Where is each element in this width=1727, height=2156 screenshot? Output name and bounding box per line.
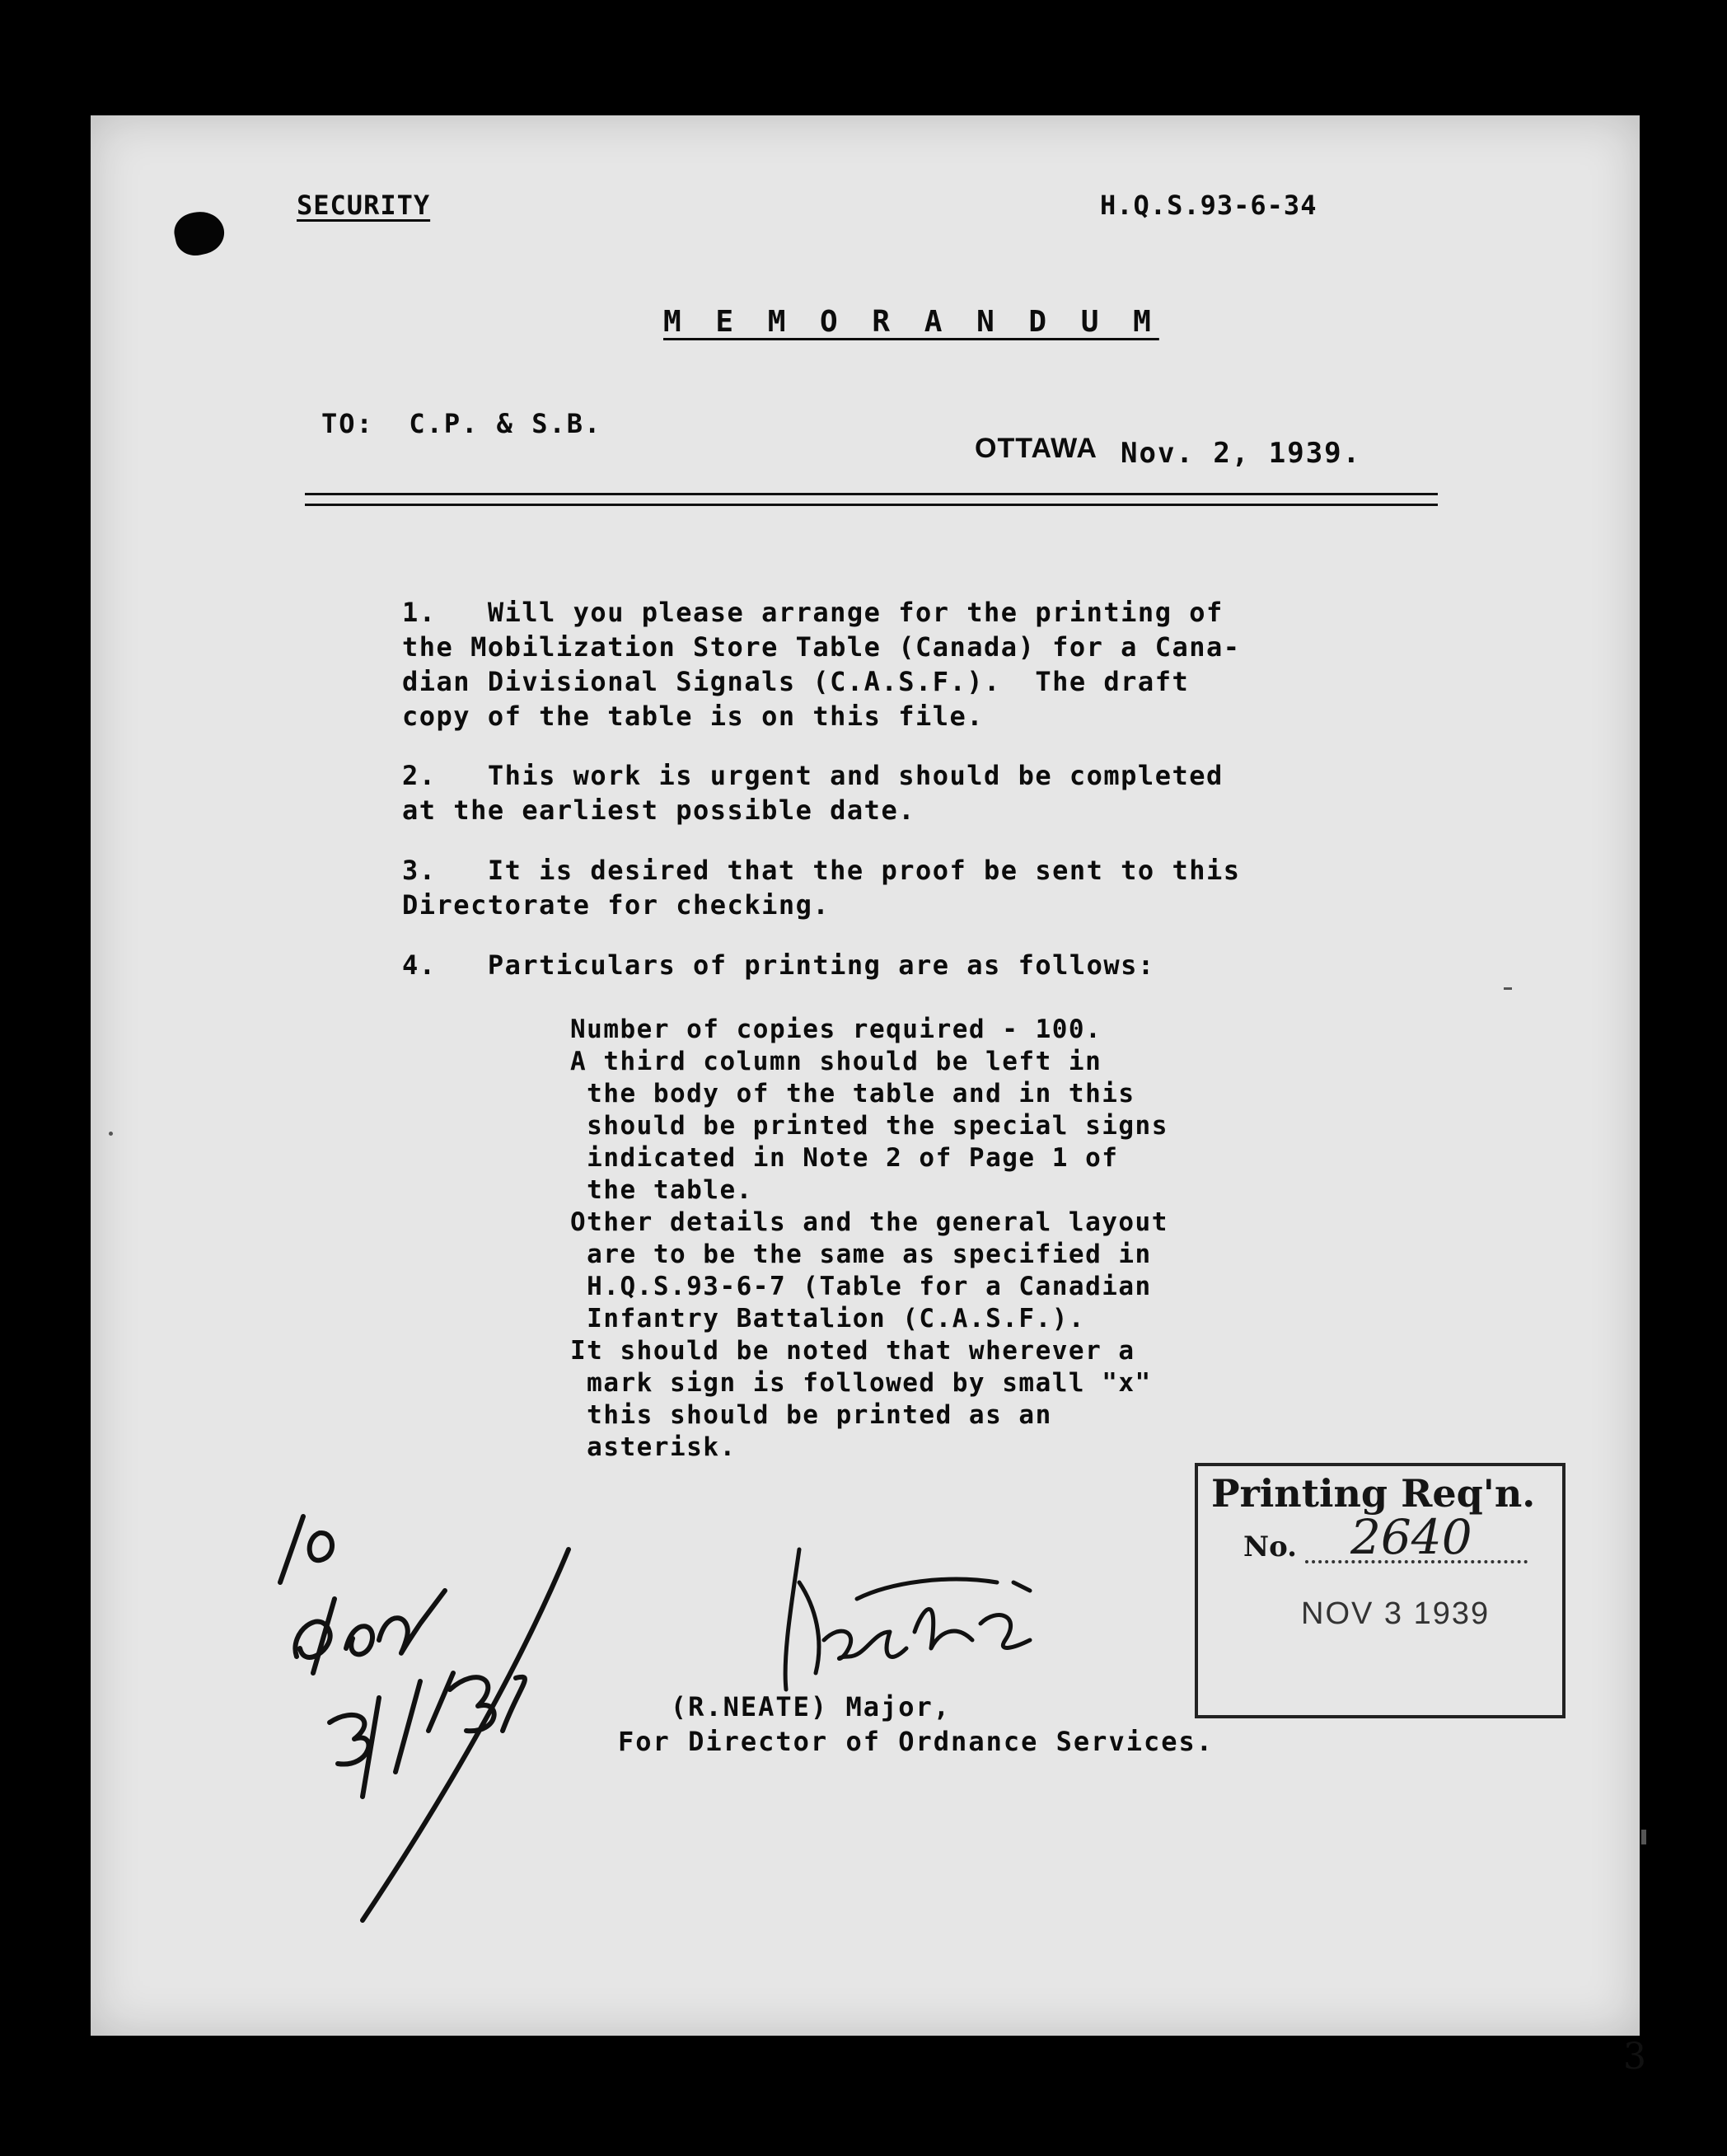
stamp-number-label: No. bbox=[1243, 1530, 1297, 1563]
page-number: 3 bbox=[1623, 2036, 1646, 2078]
stamp-title: Printing Req'n. bbox=[1211, 1471, 1536, 1516]
classification-label: SECURITY bbox=[297, 190, 431, 221]
stamp-number: 2640 bbox=[1350, 1509, 1472, 1565]
header-rule bbox=[305, 493, 1438, 506]
signature-block: (R.NEATE) Major, For Director of Ordnance Services. bbox=[618, 1691, 1215, 1757]
handwritten-note bbox=[255, 1483, 601, 1933]
printing-requisition-stamp bbox=[1195, 1463, 1566, 1718]
printing-particulars: Number of copies required - 100. A third column should be left in the body of the table and in this should be printed the special signs indicated in Note 2 of Page 1 of the table. Other details and the general layout are to be the same as specified in H.Q.S.93-6-7 (Table for a Canadian Infantry Battalion (C.A.S.F.). It should be noted that wherever a mark sign is followed by small "x" this should be printed as an asterisk. bbox=[570, 1015, 1168, 1462]
file-reference: H.Q.S.93-6-34 bbox=[1100, 190, 1317, 221]
stray-mark bbox=[1504, 987, 1512, 990]
stamp-date: NOV 3 1939 bbox=[1301, 1596, 1491, 1631]
memo-title: M E M O R A N D U M bbox=[663, 305, 1159, 339]
paragraph-1: 1. Will you please arrange for the printing of the Mobilization Store Table (Canada) for a Cana- dian Divisional Signals (C.A.S.F.). The draft copy of the table is on this file. bbox=[402, 597, 1241, 732]
paragraph-3: 3. It is desired that the proof be sent to this Directorate for checking. bbox=[402, 855, 1241, 921]
stray-mark bbox=[1641, 1830, 1646, 1844]
paragraph-2: 2. This work is urgent and should be completed at the earliest possible date. bbox=[402, 760, 1224, 826]
signature bbox=[766, 1533, 1063, 1702]
stray-mark bbox=[109, 1132, 113, 1136]
paragraph-4: 4. Particulars of printing are as follows: bbox=[402, 949, 1155, 981]
date-line: Nov. 2, 1939. bbox=[1121, 437, 1362, 470]
addressee-line: TO: C.P. & S.B. bbox=[321, 408, 602, 439]
place-line: OTTAWA bbox=[975, 433, 1098, 464]
punch-hole bbox=[171, 207, 228, 259]
document-page bbox=[91, 115, 1646, 2078]
